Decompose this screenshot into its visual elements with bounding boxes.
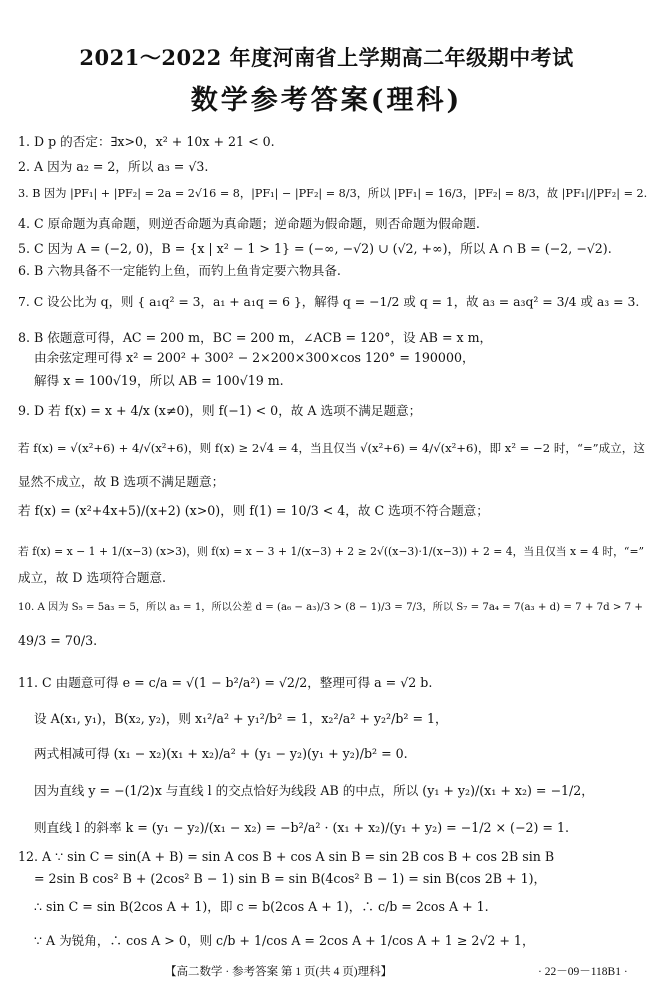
answer-line: 11. C 由题意可得 e = c/a = √(1 − b²/a²) = √2/2，整理可得 a = √2 b.: [18, 675, 433, 690]
answer-line: 49/3 = 70/3.: [18, 633, 98, 648]
answer-line: 显然不成立，故 B 选项不满足题意；: [18, 474, 225, 489]
answer-line: 若 f(x) = (x²+4x+5)/(x+2) (x>0)，则 f(1) = 10/3 < 4，故 C 选项不符合题意；: [18, 503, 489, 518]
answer-line: 10. A 因为 S₅ = 5a₃ = 5，所以 a₃ = 1，所以公差 d = (a₆ − a₃)/3 > (8 − 1)/3 = 7/3，所以 S₇ = 7a₄ = 7(a₃ + d) = 7 + 7d > 7 +: [18, 602, 643, 613]
answer-line: 因为直线 y = −(1/2)x 与直线 l 的交点恰好为线段 AB 的中点，所以 (y₁ + y₂)/(x₁ + x₂) = −1/2，: [34, 783, 594, 798]
answer-line: 设 A(x₁, y₁)，B(x₂, y₂)，则 x₁²/a² + y₁²/b² = 1，x₂²/a² + y₂²/b² = 1，: [34, 711, 448, 726]
answer-line: 若 f(x) = x − 1 + 1/(x−3) (x>3)，则 f(x) = x − 3 + 1/(x−3) + 2 ≥ 2√((x−3)·1/(x−3)) + 2 = 4，当且仅当 x = 4 时，“=”: [18, 545, 645, 558]
answer-line: = 2sin B cos² B + (2cos² B − 1) sin B = sin B(4cos² B − 1) = sin B(cos 2B + 1)，: [34, 871, 547, 886]
answer-line: 成立，故 D 选项符合题意.: [18, 570, 167, 585]
answer-line: 若 f(x) = √(x²+6) + 4/√(x²+6)，则 f(x) ≥ 2√4 = 4，当且仅当 √(x²+6) = 4/√(x²+6)，即 x² = −2 时，“=”成立，这: [18, 441, 645, 455]
answer-line: 两式相减可得 (x₁ − x₂)(x₁ + x₂)/a² + (y₁ − y₂)(y₁ + y₂)/b² = 0.: [34, 746, 408, 761]
answer-line: ∵ A 为锐角，∴ cos A > 0，则 c/b + 1/cos A = 2cos A + 1/cos A + 1 ≥ 2√2 + 1，: [34, 933, 535, 948]
answer-line: 解得 x = 100√19，所以 AB = 100√19 m.: [34, 373, 284, 388]
answer-line: 8. B 依题意可得，AC = 200 m，BC = 200 m，∠ACB = 120°，设 AB = x m，: [18, 330, 493, 345]
answer-line: 1. D p 的否定：∃x>0，x² + 10x + 21 < 0.: [18, 134, 275, 149]
answer-line: 4. C 原命题为真命题，则逆否命题为真命题；逆命题为假命题，则否命题为假命题.: [18, 216, 480, 231]
answer-line: 则直线 l 的斜率 k = (y₁ − y₂)/(x₁ − x₂) = −b²/a² · (x₁ + x₂)/(y₁ + y₂) = −1/2 × (−2) = 1.: [34, 820, 570, 835]
answer-line: 由余弦定理可得 x² = 200² + 300² − 2×200×300×cos 120° = 190000，: [34, 350, 475, 365]
page-title: 2021～2022 年度河南省上学期高二年级期中考试: [79, 45, 574, 70]
answer-line: 3. B 因为 |PF₁| + |PF₂| = 2a = 2√16 = 8，|PF₁| − |PF₂| = 8/3，所以 |PF₁| = 16/3，|PF₂| = 8/3，故 |PF₁|/|PF₂| = 2.: [18, 187, 648, 200]
answer-line: 2. A 因为 a₂ = 2，所以 a₃ = √3.: [18, 159, 209, 174]
answer-line: 7. C 设公比为 q，则 { a₁q² = 3，a₁ + a₁q = 6 }，解得 q = −1/2 或 q = 1，故 a₃ = a₃q² = 3/4 或 a₃ = 3.: [18, 294, 640, 309]
answer-line: 9. D 若 f(x) = x + 4/x (x≠0)，则 f(−1) < 0，故 A 选项不满足题意；: [18, 403, 422, 418]
answer-line: 5. C 因为 A = (−2, 0)，B = {x | x² − 1 > 1} = (−∞, −√2) ∪ (√2, +∞)，所以 A ∩ B = (−2, −√2).: [18, 241, 612, 256]
footer-code: · 22－09－118B1 ·: [538, 966, 628, 978]
page-subtitle: 数学参考答案(理科): [190, 85, 463, 116]
answer-line: 6. B 六物具备不一定能钓上鱼，而钓上鱼肯定要六物具备.: [18, 263, 341, 278]
footer-label: 【高二数学 · 参考答案 第 1 页(共 4 页)理科】: [165, 966, 393, 978]
answer-line: ∴ sin C = sin B(2cos A + 1)，即 c = b(2cos A + 1)，∴ c/b = 2cos A + 1.: [34, 899, 489, 914]
answer-line: 12. A ∵ sin C = sin(A + B) = sin A cos B + cos A sin B = sin 2B cos B + cos 2B sin B: [18, 849, 555, 864]
